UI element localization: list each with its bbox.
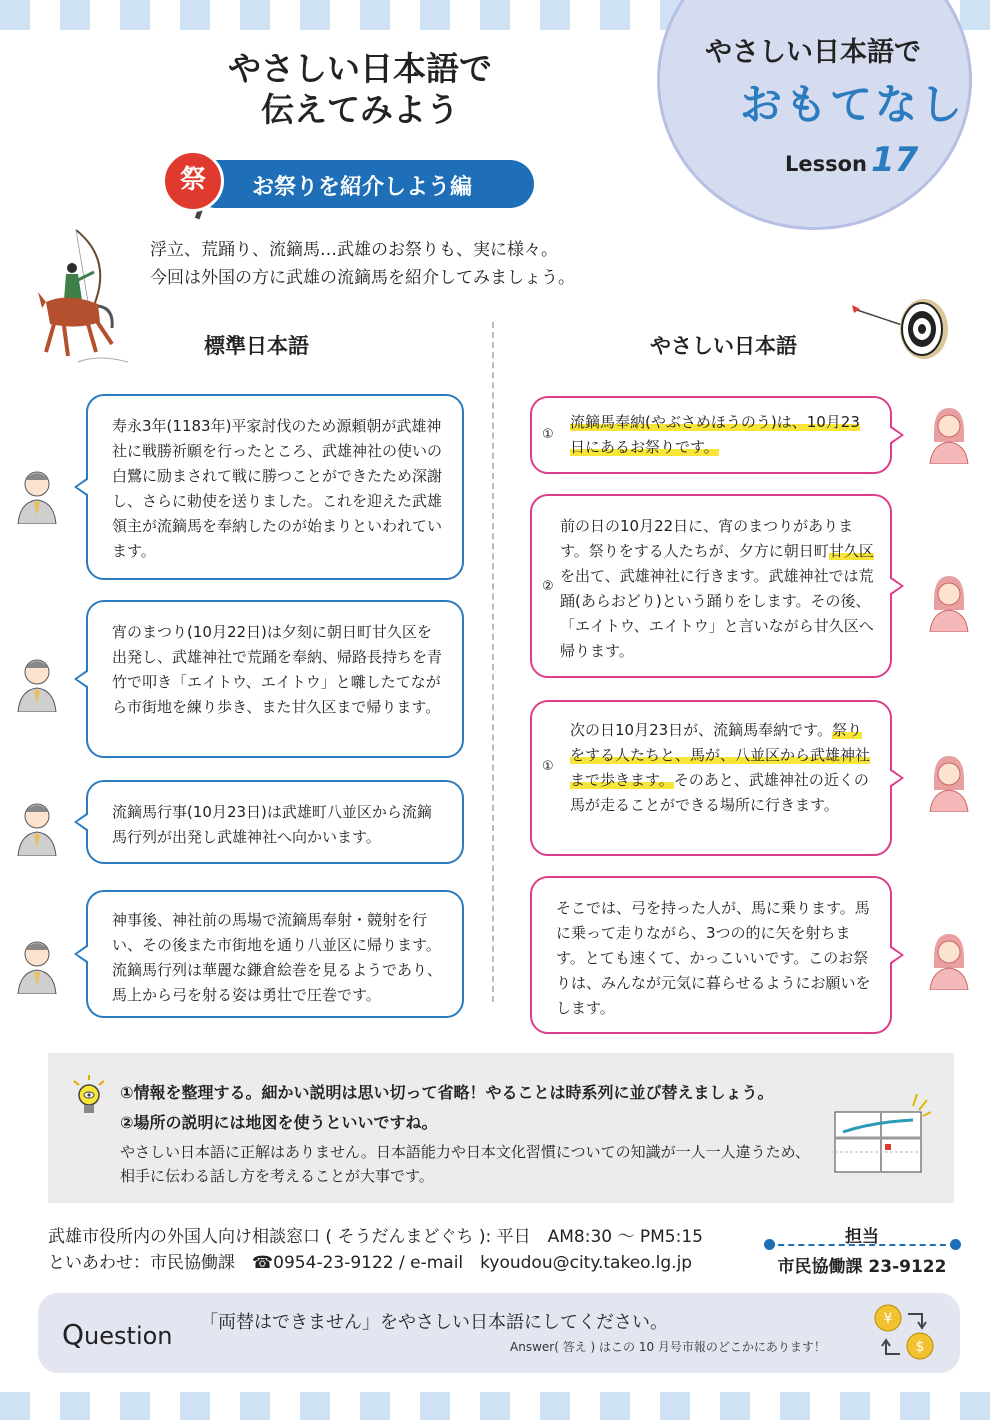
tip-1: ①情報を整理する。細かい説明は思い切って省略！やることは時系列に並び替えましょう。 [120, 1083, 774, 1102]
woman-avatar-icon [926, 930, 972, 990]
consultation-hours: 武雄市役所内の外国人向け相談窓口 ( そうだんまどぐち ): 平日 AM8:30 ～ PM5:15 [48, 1227, 703, 1247]
standard-bubble-2: 宵のまつり(10月22日)は夕刻に朝日町甘久区を出発し、武雄神社で荒踊を奉納、帰路長持ちを青竹で叩き「エイトウ、エイトウ」と囃したてながら市街地を練り歩き、また甘久区まで帰ります。 [86, 600, 464, 758]
lesson-number: 17 [871, 140, 919, 180]
woman-avatar-icon [926, 404, 972, 464]
intro-line-1: 浮立、荒踊り、流鏑馬…武雄のお祭りも、実に様々。 [150, 240, 558, 260]
easy-bubble-2 [530, 494, 892, 678]
column-divider [492, 322, 494, 1002]
standard-bubble-4: 神事後、神社前の馬場で流鏑馬奉射・競射を行い、その後また市街地を通り八並区に帰ります。流鏑馬行列は華麗な鎌倉絵巻を見るようであり、馬上から弓を射る姿は勇壮で圧巻です。 [86, 890, 464, 1018]
tanto-department: 市民協働課 23-9122 [777, 1257, 947, 1277]
intro-text [150, 236, 650, 292]
lesson-label: Lesson [785, 152, 868, 176]
page-title [190, 48, 530, 131]
svg-text:¥: ¥ [883, 1311, 893, 1327]
question-text: 「両替はできません」をやさしい日本語にしてください。 [200, 1312, 668, 1333]
man-avatar-icon [14, 934, 60, 994]
question-label-rest: uestion [84, 1322, 173, 1350]
easy-bubble-4: そこでは、弓を持った人が、馬に乗ります。馬に乗って走りながら、3つの的に矢を射ちます。とても速くて、かっこいいです。このお祭りは、みんなが元気に暮らせるようにお願いをします。 [530, 876, 892, 1034]
standard-japanese-heading: 標準日本語 [204, 330, 309, 360]
svg-text:$: $ [915, 1339, 925, 1355]
tip-2: ②場所の説明には地図を使うといいですね。 [120, 1113, 438, 1132]
lightbulb-icon [72, 1075, 106, 1117]
woman-avatar-icon [926, 572, 972, 632]
badge-omotenashi: おもてなし [740, 80, 966, 129]
intro-line-2: 今回は外国の方に武雄の流鏑馬を紹介してみましょう。 [150, 268, 575, 288]
easy-bubble-1 [530, 396, 892, 474]
easy-bubble-1-highlight: 流鏑馬奉納(やぶさめほうのう)は、10月23日にあるお祭りです。 [570, 413, 860, 456]
standard-bubble-1: 寿永3年(1183年)平家討伐のため源頼朝が武雄神社に戦勝祈願を行ったところ、武雄神社の使いの白鷺に励まされて戦に勝つことができたため深謝し、さらに勅使を送りました。これを迎えた武雄領主が流鏑馬を奉納したのが始まりといわれています。 [86, 394, 464, 580]
easy-bubble-2-highlight: 甘久区 [828, 542, 874, 560]
festival-fan-icon: 祭 [162, 150, 224, 212]
tip-note: やさしい日本語に正解はありません。日本語能力や日本文化習慣についての知識が一人一人違うため、相手に伝わる話し方を考えることが大事です。 [120, 1143, 811, 1185]
tanto-divider [768, 1244, 956, 1246]
title-line-1: やさしい日本語で [228, 49, 492, 88]
contact-info: といあわせ：市民協働課 ☎0954-23-9122 / e-mail kyoudou@city.takeo.lg.jp [48, 1253, 693, 1273]
badge-lesson [785, 140, 918, 180]
easy-bubble-3-highlight: 祭りをする人たちと、馬が、八並区から武雄神社まで歩きます。 [570, 721, 871, 789]
archery-target-icon [850, 295, 950, 365]
bottom-stripe-border [0, 1392, 1004, 1420]
easy-bubble-3-text: そのあと、武雄神社の近くの馬が走ることができる場所に行きます。 [570, 771, 869, 814]
easy-bubble-3 [530, 700, 892, 856]
subtitle-banner: お祭りを紹介しよう編 [192, 160, 534, 208]
tanto-dot-right [950, 1239, 961, 1250]
easy-bubble-2-text-pre: 前の日の10月22日に、宵のまつりがあります。祭りをする人たちが、夕方に朝日町 [560, 517, 854, 560]
easy-bubble-3-text-pre: 次の日10月23日が、流鏑馬奉納です。 [570, 721, 832, 739]
standard-bubble-3: 流鏑馬行事(10月23日)は武雄町八並区から流鏑馬行列が出発し武雄神社へ向かいます。 [86, 780, 464, 864]
bubble-number: ① [542, 427, 554, 442]
badge-title: やさしい日本語で [705, 37, 921, 68]
horseback-archer-illustration [38, 222, 138, 372]
title-line-2: 伝えてみよう [261, 90, 459, 130]
question-label-q: Q [62, 1318, 85, 1351]
man-avatar-icon [14, 652, 60, 712]
tanto-dot-left [764, 1239, 775, 1250]
bubble-number: ① [542, 759, 554, 774]
bubble-number: ② [542, 579, 554, 594]
answer-hint: Answer( 答え ) はこの 10 月号市報のどこかにあります！ [510, 1340, 826, 1354]
currency-exchange-icon [872, 1302, 938, 1364]
map-icon [833, 1092, 933, 1176]
man-avatar-icon [14, 796, 60, 856]
easy-japanese-heading: やさしい日本語 [650, 330, 797, 360]
woman-avatar-icon [926, 752, 972, 812]
tanto-label: 担当 [845, 1227, 879, 1247]
easy-bubble-2-text: を出て、武雄神社に行きます。武雄神社では荒踊(あらおどり)という踊りをします。その後、「エイトウ、エイトウ」と言いながら甘久区へ帰ります。 [560, 567, 874, 660]
man-avatar-icon [14, 464, 60, 524]
question-label [62, 1318, 173, 1351]
